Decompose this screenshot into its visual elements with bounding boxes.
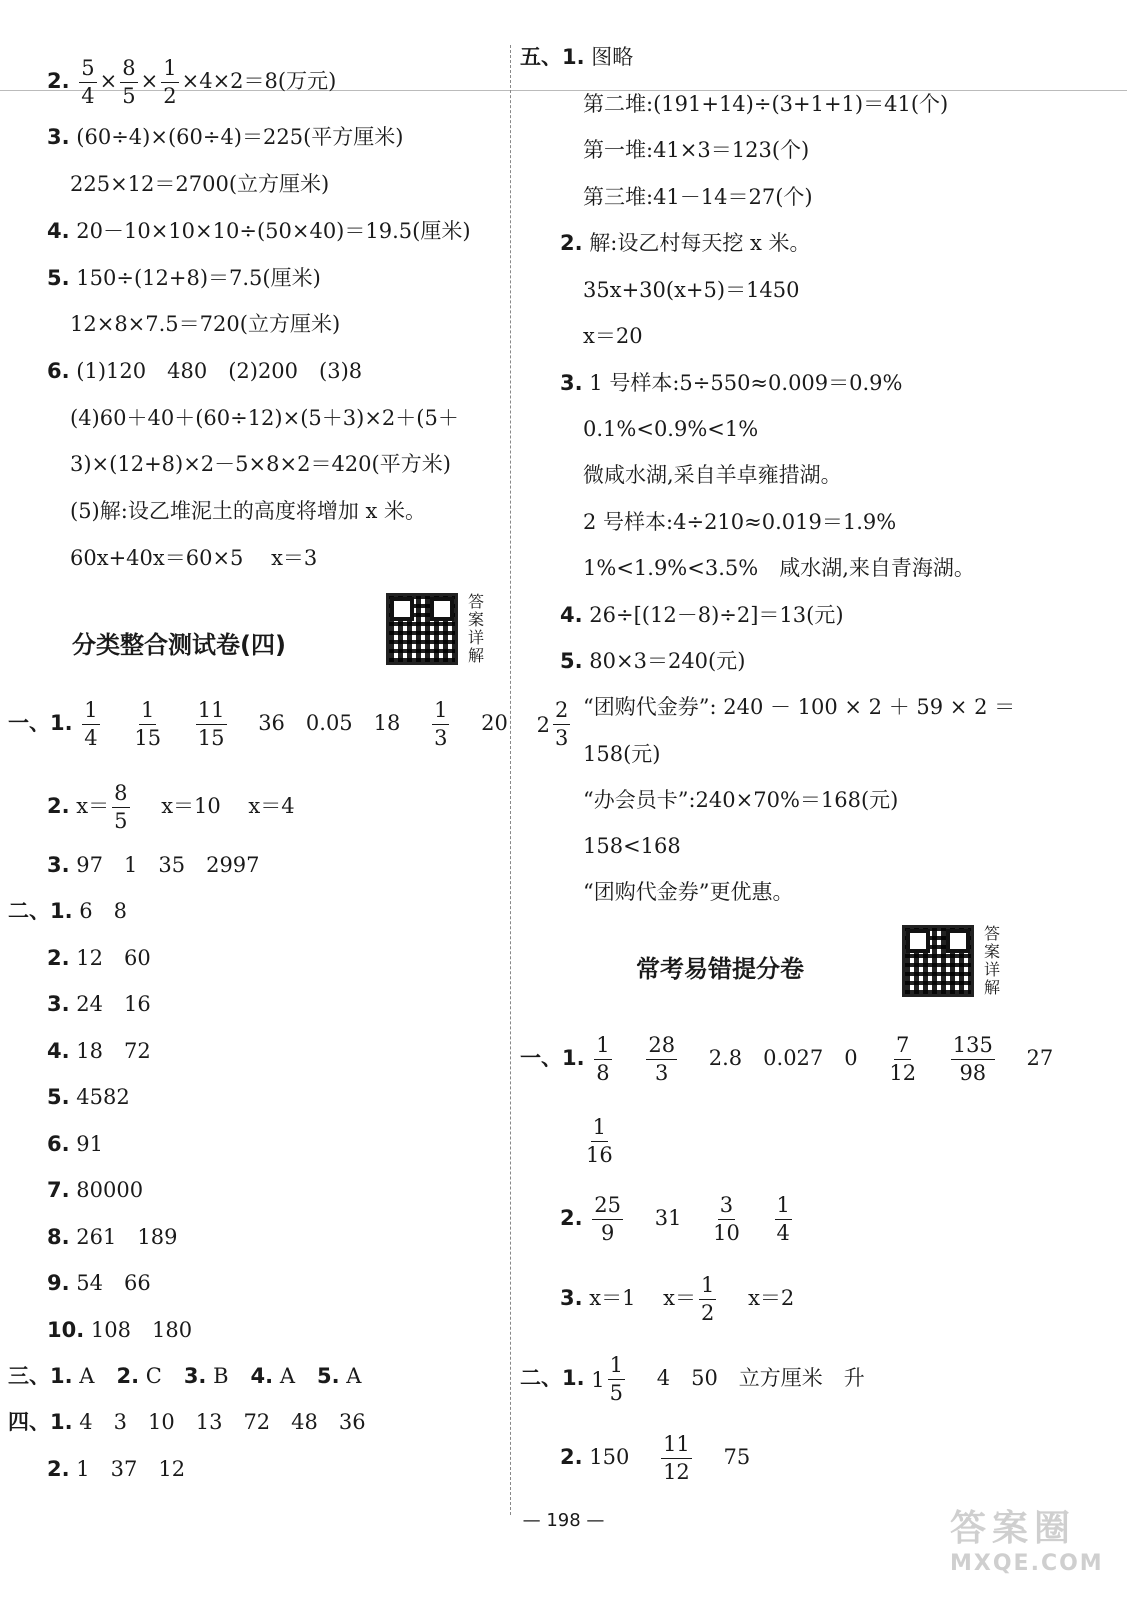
answer-line: 9. 54 66 [47, 1271, 151, 1295]
answer-line: 二、1. 1 1 5 4 50 立方厘米 升 [520, 1353, 865, 1405]
qr-code-icon[interactable] [386, 593, 458, 665]
answer-line: 3)×(12+8)×2－5×8×2＝420(平方米) [70, 452, 451, 476]
answer-line: 一、1. $\frac{1}{8}$ $\frac{28}{3}$ 2.8 0.027 0 $\frac{7}{12}$ $\frac{135}{98}$ 27 [520, 1033, 1054, 1085]
answer-line: 2. $\frac{25}{9}$ 31 $\frac{3}{10}$ $\frac{1}{4}$ [560, 1193, 790, 1245]
answer-line: 2. 1 37 12 [47, 1457, 186, 1481]
answer-line: 5. 150÷(12+8)＝7.5(厘米) [47, 266, 321, 290]
answer-line: x＝20 [583, 324, 643, 348]
answer-line: 7. 80000 [47, 1178, 144, 1202]
answer-line: “团购代金券”更优惠。 [583, 880, 794, 904]
section-title: 分类整合测试卷(四) [72, 631, 286, 659]
page-number: — 198 — [522, 1510, 605, 1531]
answer-line: 2. 150 $\frac{11}{12}$ 75 [560, 1432, 751, 1484]
answer-line: 4. 18 72 [47, 1039, 151, 1063]
answer-line: 35x+30(x+5)＝1450 [583, 278, 800, 302]
answer-line: 5. 80×3＝240(元) [560, 649, 746, 673]
answer-line: 第一堆:41×3＝123(个) [583, 138, 810, 162]
answer-line: 6. 91 [47, 1132, 104, 1156]
answer-line: 225×12＝2700(立方厘米) [70, 172, 330, 196]
item-number: 2. [47, 69, 70, 93]
answer-line: 3. (60÷4)×(60÷4)＝225(平方厘米) [47, 125, 404, 149]
answer-line: 0.1%<0.9%<1% [583, 417, 759, 441]
answer-line: 2. 解:设乙村每天挖 x 米。 [560, 231, 811, 255]
watermark-logo: 答案圈 MXQE.COM [950, 1508, 1104, 1576]
column-divider [510, 45, 512, 1515]
fraction: $\frac{5}{4}$ [81, 56, 95, 108]
answer-line: 2. $\frac{5}{4}$ × $\frac{8}{5}$ × $\frac{1}{2}$ ×4×2＝8(万元) [47, 56, 337, 108]
answer-line: 4. 26÷[(12－8)÷2]＝13(元) [560, 603, 844, 627]
answer-line: 5. 4582 [47, 1085, 130, 1109]
answer-line: 3. x＝1 x＝ $\frac{1}{2}$ x＝2 [560, 1273, 795, 1325]
answer-line: 2. x＝ $\frac{8}{5}$ x＝10 x＝4 [47, 781, 295, 833]
answer-line: 3. 97 1 35 2997 [47, 853, 260, 877]
answer-line: 微咸水湖,采自羊卓雍措湖。 [583, 463, 842, 487]
answer-line: 五、1. 图略 [520, 44, 634, 69]
section-title: 常考易错提分卷 [636, 955, 804, 983]
answer-line: (4)60＋40＋(60÷12)×(5＋3)×2＋(5＋ [70, 406, 459, 430]
answer-line: 第二堆:(191+14)÷(3+1+1)＝41(个) [583, 92, 949, 116]
answer-line: (5)解:设乙堆泥土的高度将增加 x 米。 [70, 499, 427, 523]
answer-line: 12×8×7.5＝720(立方厘米) [70, 312, 341, 336]
answer-line: 10. 108 180 [47, 1318, 193, 1342]
answer-line: 3. 24 16 [47, 992, 151, 1016]
answer-line: 4. 20－10×10×10÷(50×40)＝19.5(厘米) [47, 219, 471, 243]
answer-line: 6. (1)120 480 (2)200 (3)8 [47, 359, 363, 383]
qr-label: 答案详解 [467, 592, 484, 665]
answer-line: 一、1. $\frac{1}{4}$ $\frac{1}{15}$ $\frac{11}{15}$ 36 0.05 18 $\frac{1}{3}$ 20 2 2 3 [8, 698, 569, 750]
answer-line: 第三堆:41－14＝27(个) [583, 185, 813, 209]
qr-code-icon[interactable] [902, 925, 974, 997]
answer-line: 2. 12 60 [47, 946, 151, 970]
answer-line: 二、1. 6 8 [8, 898, 128, 923]
answer-line: 1%<1.9%<3.5% 咸水湖,来自青海湖。 [583, 556, 975, 580]
answer-line: 158(元) [583, 742, 661, 766]
answer-line: 四、1. 4 3 10 13 72 48 36 [8, 1409, 366, 1434]
answer-line: 60x+40x＝60×5 x＝3 [70, 546, 318, 570]
qr-label: 答案详解 [983, 924, 1000, 997]
answer-line: 8. 261 189 [47, 1225, 178, 1249]
answer-line: 三、1. A 2. C 3. B 4. A 5. A [8, 1363, 362, 1388]
fraction: $\frac{8}{5}$ [122, 56, 136, 108]
answer-line: 158<168 [583, 834, 681, 858]
fraction: $\frac{1}{2}$ [163, 56, 177, 108]
answer-line: $\frac{1}{16}$ [586, 1115, 613, 1167]
answer-line: 2 号样本:4÷210≈0.019＝1.9% [583, 510, 897, 534]
answer-line: “团购代金券”: 240 － 100 × 2 ＋ 59 × 2 ＝ [583, 695, 1016, 719]
answer-line: “办会员卡”:240×70%＝168(元) [583, 788, 899, 812]
answer-line: 3. 1 号样本:5÷550≈0.009＝0.9% [560, 371, 903, 395]
